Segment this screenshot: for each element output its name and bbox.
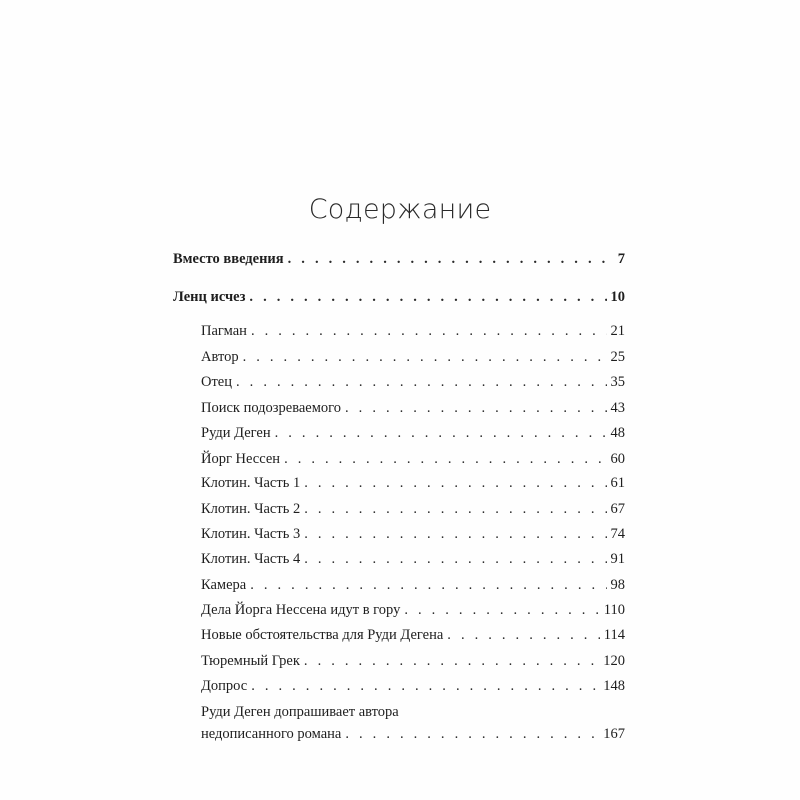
toc-entry-page: 98 [610, 577, 625, 593]
toc-entry-label: Тюремный Грек [201, 653, 300, 669]
toc-entry-page: 48 [610, 425, 625, 441]
toc-entry-page: 25 [610, 349, 625, 365]
toc-entry-father [201, 373, 625, 391]
toc-entry-label: Камера [201, 577, 247, 593]
toc-entry-page: 167 [603, 726, 625, 742]
toc-entry-label: Пагман [201, 323, 247, 339]
toc-entry-page: 91 [610, 551, 625, 567]
dot-leader [345, 399, 606, 417]
toc-entry-page: 60 [610, 451, 625, 467]
toc-entry-introduction [173, 250, 625, 268]
toc-entry-nessen-affairs [201, 601, 625, 619]
dot-leader [304, 500, 606, 518]
toc-entry-page: 7 [617, 251, 625, 267]
toc-entry-rudi-degen [201, 424, 625, 442]
dot-leader [236, 373, 606, 391]
dot-leader [304, 550, 606, 568]
toc-entry-jorg-nessen [201, 450, 625, 468]
toc-entry-label: Йорг Нессен [201, 451, 281, 467]
toc-entry-label: Клотин. Часть 1 [201, 475, 301, 491]
toc-entry-author [201, 348, 625, 366]
dot-leader [249, 288, 606, 306]
toc-entry-klotin-2 [201, 500, 625, 518]
toc-entry-page: 114 [603, 627, 625, 643]
toc-entry-page: 74 [610, 526, 625, 542]
toc-entry-label: Отец [201, 374, 233, 390]
toc-entry-klotin-1 [201, 474, 625, 492]
toc-entry-label: Руди Деген [201, 425, 271, 441]
toc-entry-label-line1: Руди Деген допрашивает автора [201, 704, 399, 720]
toc-entry-page: 61 [610, 475, 625, 491]
toc-entry-page: 120 [603, 653, 625, 669]
dot-leader [304, 474, 606, 492]
toc-entry-page: 10 [610, 289, 625, 305]
toc-entry-page: 110 [603, 602, 625, 618]
toc-entry-label: Допрос [201, 678, 248, 694]
toc-entry-lenz-disappeared [173, 288, 625, 306]
dot-leader [243, 348, 607, 366]
toc-entry-label: Новые обстоятельства для Руди Дегена [201, 627, 444, 643]
toc-entry-pagman [201, 322, 625, 340]
toc-entry-rudi-interrogates-author [201, 703, 625, 743]
dot-leader [304, 525, 606, 543]
toc-entry-suspect-search [201, 399, 625, 417]
toc-entry-page: 148 [603, 678, 625, 694]
toc-entry-label: Поиск подозреваемого [201, 400, 342, 416]
toc-entry-label: Клотин. Часть 4 [201, 551, 301, 567]
dot-leader [404, 601, 599, 619]
dot-leader [447, 626, 599, 644]
toc-entry-label: Автор [201, 349, 239, 365]
toc-entry-label: Дела Йорга Нессена идут в гору [201, 602, 401, 618]
toc-entry-prison-greek [201, 652, 625, 670]
dot-leader [250, 576, 606, 594]
dot-leader [284, 450, 606, 468]
toc-entry-new-circumstances [201, 626, 625, 644]
toc-entry-label: Ленц исчез [173, 289, 246, 305]
toc-entry-page: 43 [610, 400, 625, 416]
dot-leader [251, 677, 599, 695]
toc-entry-page: 21 [610, 323, 625, 339]
dot-leader [288, 250, 614, 268]
toc-entry-page: 67 [610, 501, 625, 517]
dot-leader [251, 322, 607, 340]
toc-entry-interrogation [201, 677, 625, 695]
toc-entry-label-line2: недописанного романа [201, 726, 342, 742]
toc-entry-label: Вместо введения [173, 251, 284, 267]
toc-entry-label: Клотин. Часть 2 [201, 501, 301, 517]
dot-leader [275, 424, 607, 442]
toc-entry-label: Клотин. Часть 3 [201, 526, 301, 542]
dot-leader [304, 652, 599, 670]
toc-entry-klotin-3 [201, 525, 625, 543]
page-title: Содержание [308, 194, 492, 225]
toc-entry-cell [201, 576, 625, 594]
toc-entry-page: 35 [610, 374, 625, 390]
toc-entry-klotin-4 [201, 550, 625, 568]
dot-leader [345, 725, 599, 743]
